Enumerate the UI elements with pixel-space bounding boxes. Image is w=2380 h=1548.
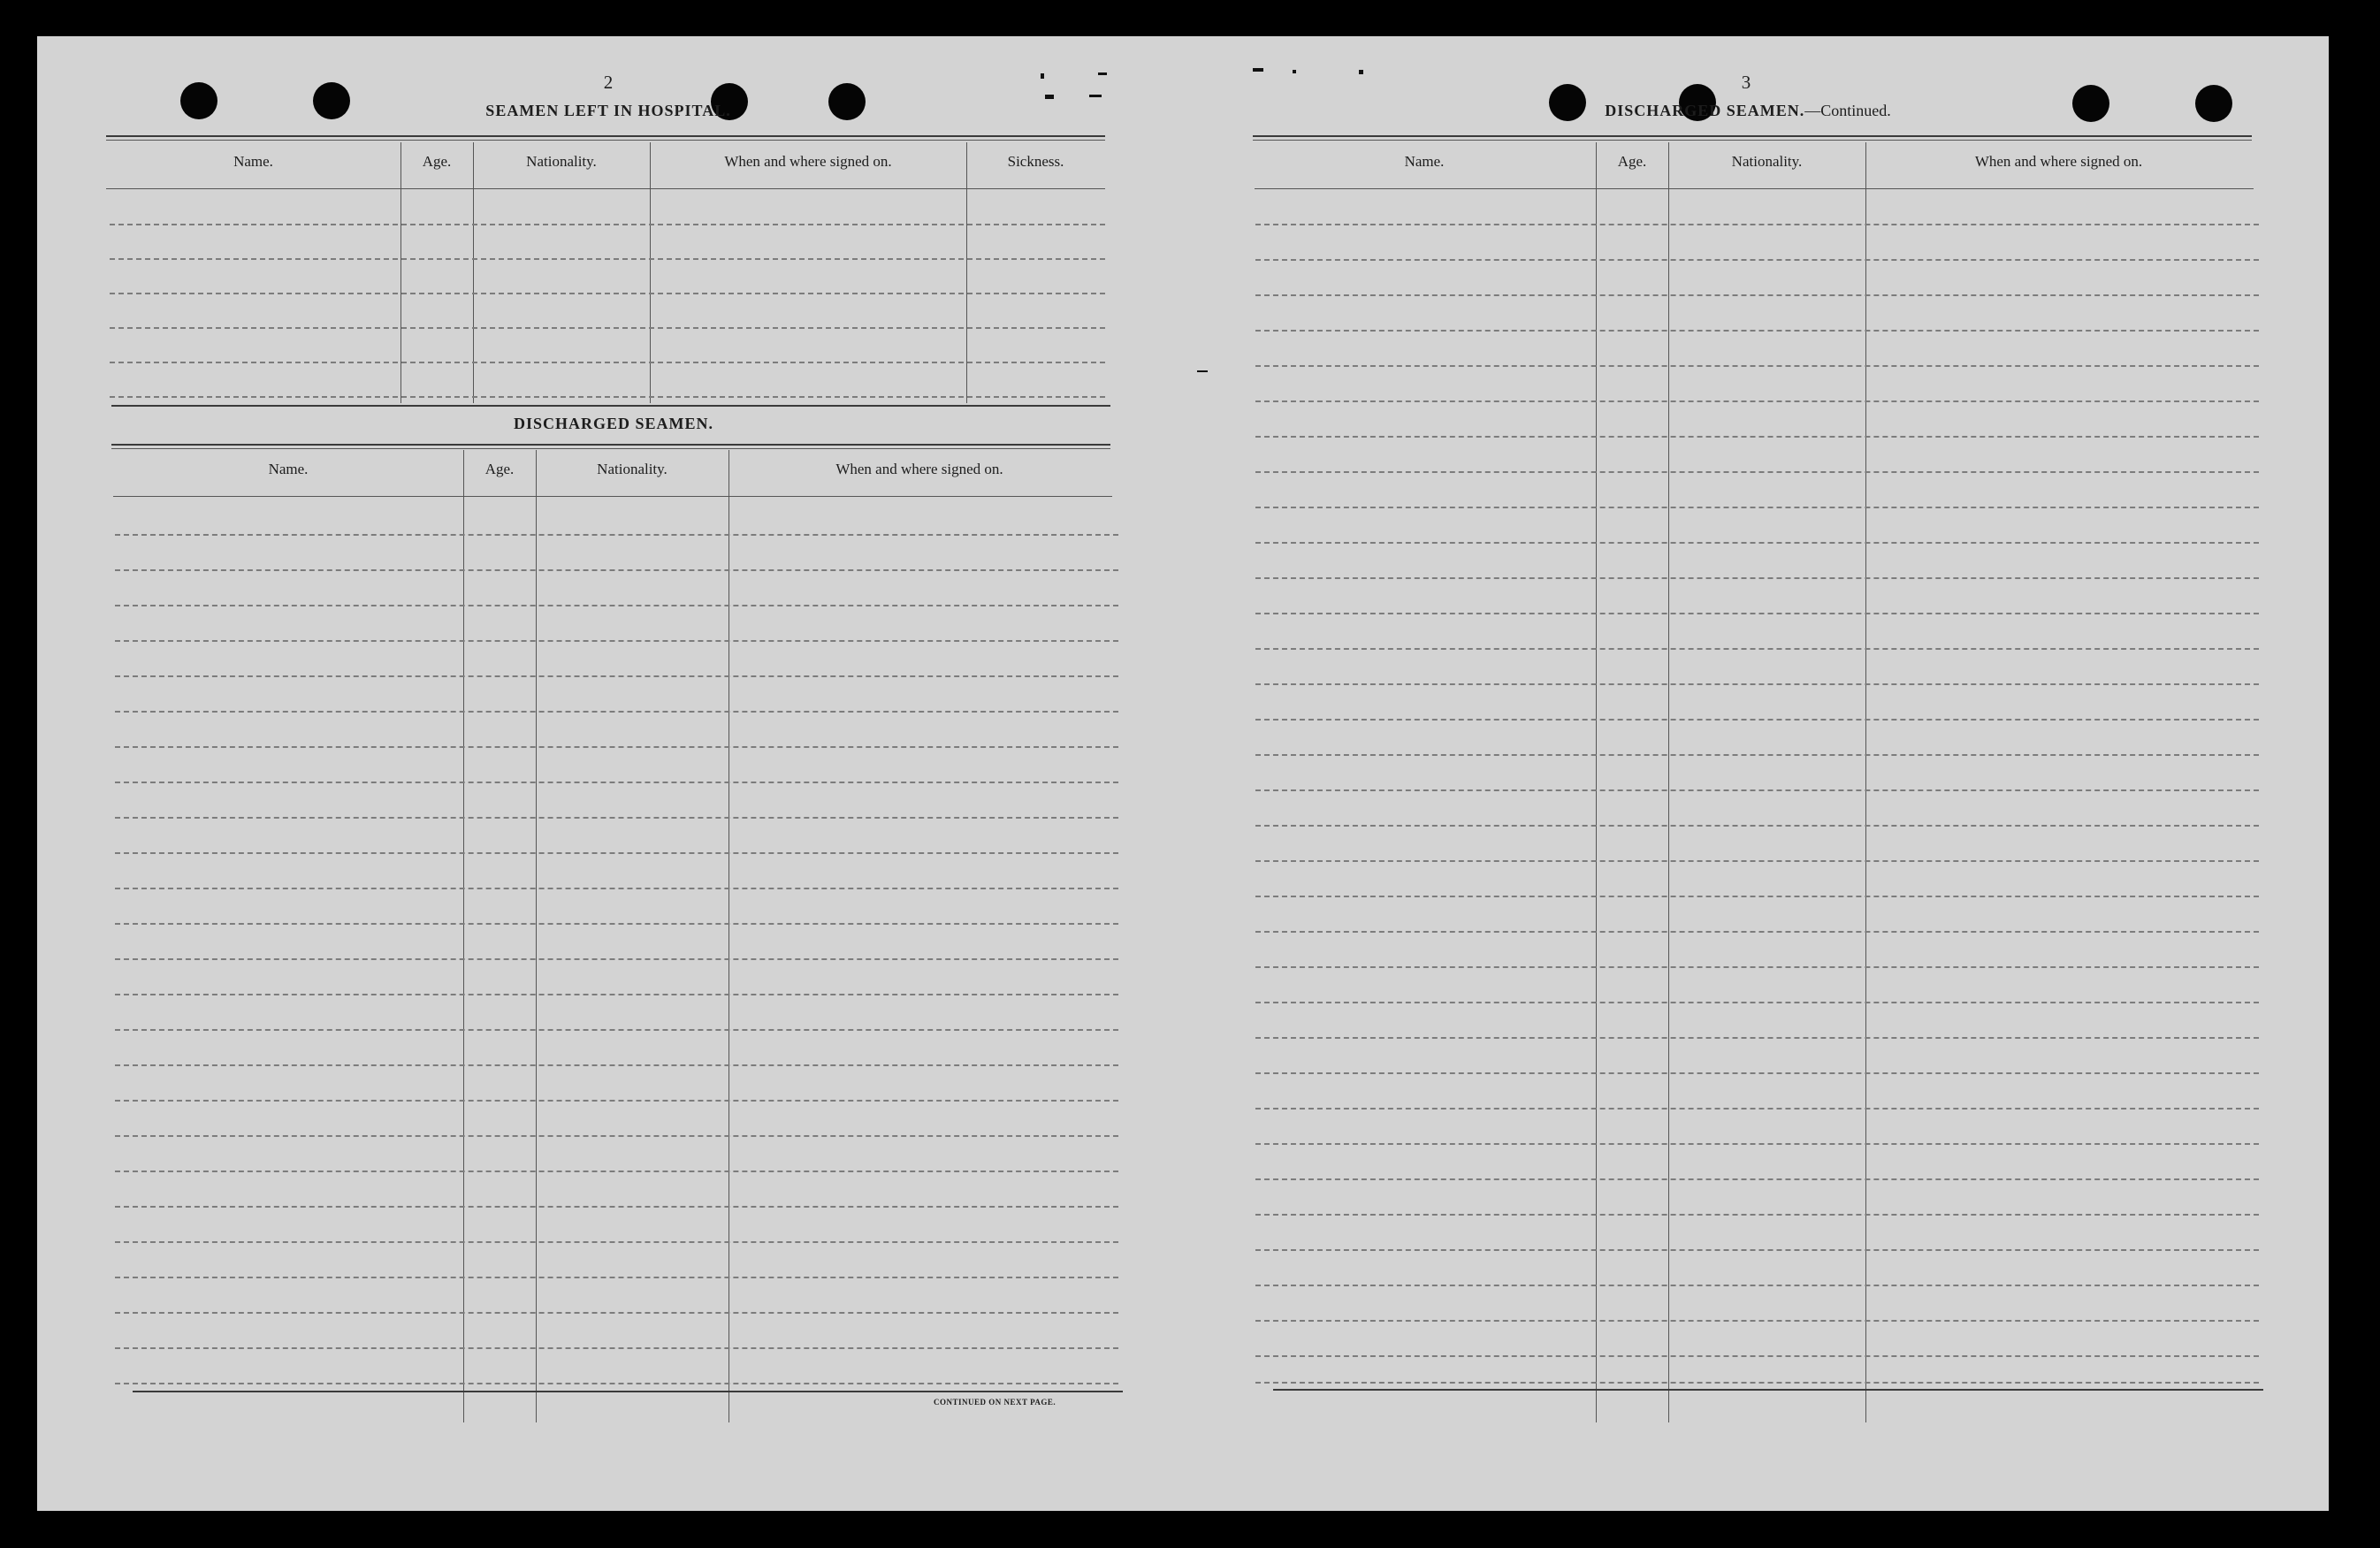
entry-line xyxy=(1255,1355,2259,1357)
entry-line xyxy=(115,1100,1118,1102)
entry-line xyxy=(115,923,1118,925)
entry-line xyxy=(115,1064,1118,1066)
entry-line xyxy=(110,362,1105,363)
header-underline xyxy=(1255,188,2254,189)
column-divider xyxy=(400,142,401,403)
entry-line xyxy=(1255,1002,2259,1003)
entry-line xyxy=(1255,683,2259,685)
header-underline xyxy=(106,188,1105,189)
punch-hole xyxy=(180,82,217,119)
punch-hole xyxy=(828,83,866,120)
entry-line xyxy=(1255,365,2259,367)
entry-line xyxy=(1255,613,2259,614)
double-rule xyxy=(106,140,1105,141)
continued-note: CONTINUED ON NEXT PAGE. xyxy=(934,1398,1057,1407)
entry-line xyxy=(1255,1108,2259,1110)
column-header-name: Name. xyxy=(268,461,309,477)
bottom-rule xyxy=(1273,1389,2263,1391)
entry-line xyxy=(115,994,1118,995)
entry-line xyxy=(1255,1178,2259,1180)
entry-line xyxy=(1255,330,2259,332)
entry-line xyxy=(1255,400,2259,402)
entry-line xyxy=(1255,1072,2259,1074)
column-divider xyxy=(1865,142,1866,1422)
column-header-nationality: Nationality. xyxy=(1731,153,1803,170)
column-header-signed-on: When and where signed on. xyxy=(724,153,892,170)
entry-line xyxy=(1255,966,2259,968)
entry-line xyxy=(115,605,1118,606)
dust-speck xyxy=(1098,72,1107,75)
dust-speck xyxy=(1359,70,1363,74)
entry-line xyxy=(1255,1143,2259,1145)
entry-line xyxy=(115,958,1118,960)
dust-speck xyxy=(1089,95,1102,97)
entry-line xyxy=(115,746,1118,748)
entry-line xyxy=(1255,259,2259,261)
punch-hole xyxy=(2195,85,2232,122)
column-divider xyxy=(1596,142,1597,1422)
punch-hole xyxy=(1549,84,1586,121)
entry-line xyxy=(1255,1320,2259,1322)
entry-line xyxy=(1255,754,2259,756)
column-header-age: Age. xyxy=(484,461,515,477)
entry-line xyxy=(110,327,1105,329)
entry-line xyxy=(1255,577,2259,579)
entry-line xyxy=(1255,825,2259,827)
entry-line xyxy=(1255,648,2259,650)
column-header-nationality: Nationality. xyxy=(526,153,597,170)
dust-speck xyxy=(1197,370,1208,372)
entry-line xyxy=(115,711,1118,713)
column-header-nationality: Nationality. xyxy=(597,461,667,477)
entry-line xyxy=(1255,507,2259,508)
entry-line xyxy=(1255,1214,2259,1216)
column-header-name: Name. xyxy=(233,153,273,170)
entry-line xyxy=(115,1135,1118,1137)
dust-speck xyxy=(1041,73,1044,79)
double-rule xyxy=(1253,135,2252,137)
entry-line xyxy=(115,888,1118,889)
entry-line xyxy=(1255,224,2259,225)
entry-line xyxy=(1255,542,2259,544)
entry-line xyxy=(115,817,1118,819)
page-number: 2 xyxy=(603,72,614,93)
punch-hole xyxy=(2072,85,2109,122)
entry-line xyxy=(110,293,1105,294)
entry-line xyxy=(1255,1285,2259,1286)
entry-line xyxy=(110,396,1105,398)
entry-line xyxy=(1255,471,2259,473)
double-rule xyxy=(111,448,1110,449)
dust-speck xyxy=(1253,68,1263,72)
double-rule xyxy=(1253,140,2252,141)
column-header-signed-on: When and where signed on. xyxy=(1974,153,2143,170)
entry-line xyxy=(1255,436,2259,438)
section-title-main: DISCHARGED SEAMEN. xyxy=(1605,102,1805,119)
entry-line xyxy=(1255,1037,2259,1039)
discharged-section-title: DISCHARGED SEAMEN. xyxy=(513,415,714,432)
column-divider xyxy=(966,142,967,403)
continued-section-title xyxy=(1605,102,1891,120)
entry-line xyxy=(1255,719,2259,721)
form-sheet xyxy=(37,36,2329,1511)
entry-line xyxy=(115,852,1118,854)
entry-line xyxy=(1255,896,2259,897)
entry-line xyxy=(115,782,1118,783)
entry-line xyxy=(1255,931,2259,933)
column-header-age: Age. xyxy=(1617,153,1647,170)
entry-line xyxy=(115,1383,1118,1384)
entry-line xyxy=(1255,294,2259,296)
column-divider xyxy=(650,142,651,403)
entry-line xyxy=(115,1171,1118,1172)
header-underline xyxy=(113,496,1112,497)
entry-line xyxy=(115,1241,1118,1243)
column-header-name: Name. xyxy=(1404,153,1445,170)
column-divider xyxy=(1668,142,1669,1422)
entry-line xyxy=(115,1312,1118,1314)
page-number: 3 xyxy=(1741,72,1751,93)
entry-line xyxy=(1255,860,2259,862)
entry-line xyxy=(115,675,1118,677)
entry-line xyxy=(1255,789,2259,791)
column-header-signed-on: When and where signed on. xyxy=(835,461,1003,477)
entry-line xyxy=(115,1347,1118,1349)
section-title-suffix: —Continued. xyxy=(1804,102,1891,119)
double-rule xyxy=(106,135,1105,137)
entry-line xyxy=(115,534,1118,536)
dust-speck xyxy=(1045,95,1054,99)
entry-line xyxy=(115,1277,1118,1278)
section-rule xyxy=(111,405,1110,407)
column-divider xyxy=(473,142,474,403)
double-rule xyxy=(111,444,1110,446)
entry-line xyxy=(115,569,1118,571)
entry-line xyxy=(110,258,1105,260)
entry-line xyxy=(115,1029,1118,1031)
column-header-sickness: Sickness. xyxy=(1007,153,1064,170)
hospital-section-title: SEAMEN LEFT IN HOSPITAL. xyxy=(485,102,731,119)
bottom-rule xyxy=(133,1391,1123,1392)
punch-hole xyxy=(313,82,350,119)
entry-line xyxy=(110,224,1105,225)
entry-line xyxy=(1255,1249,2259,1251)
entry-line xyxy=(115,1206,1118,1208)
column-header-age: Age. xyxy=(422,153,452,170)
entry-line xyxy=(115,640,1118,642)
dust-speck xyxy=(1293,70,1296,73)
entry-line xyxy=(1255,1382,2259,1384)
